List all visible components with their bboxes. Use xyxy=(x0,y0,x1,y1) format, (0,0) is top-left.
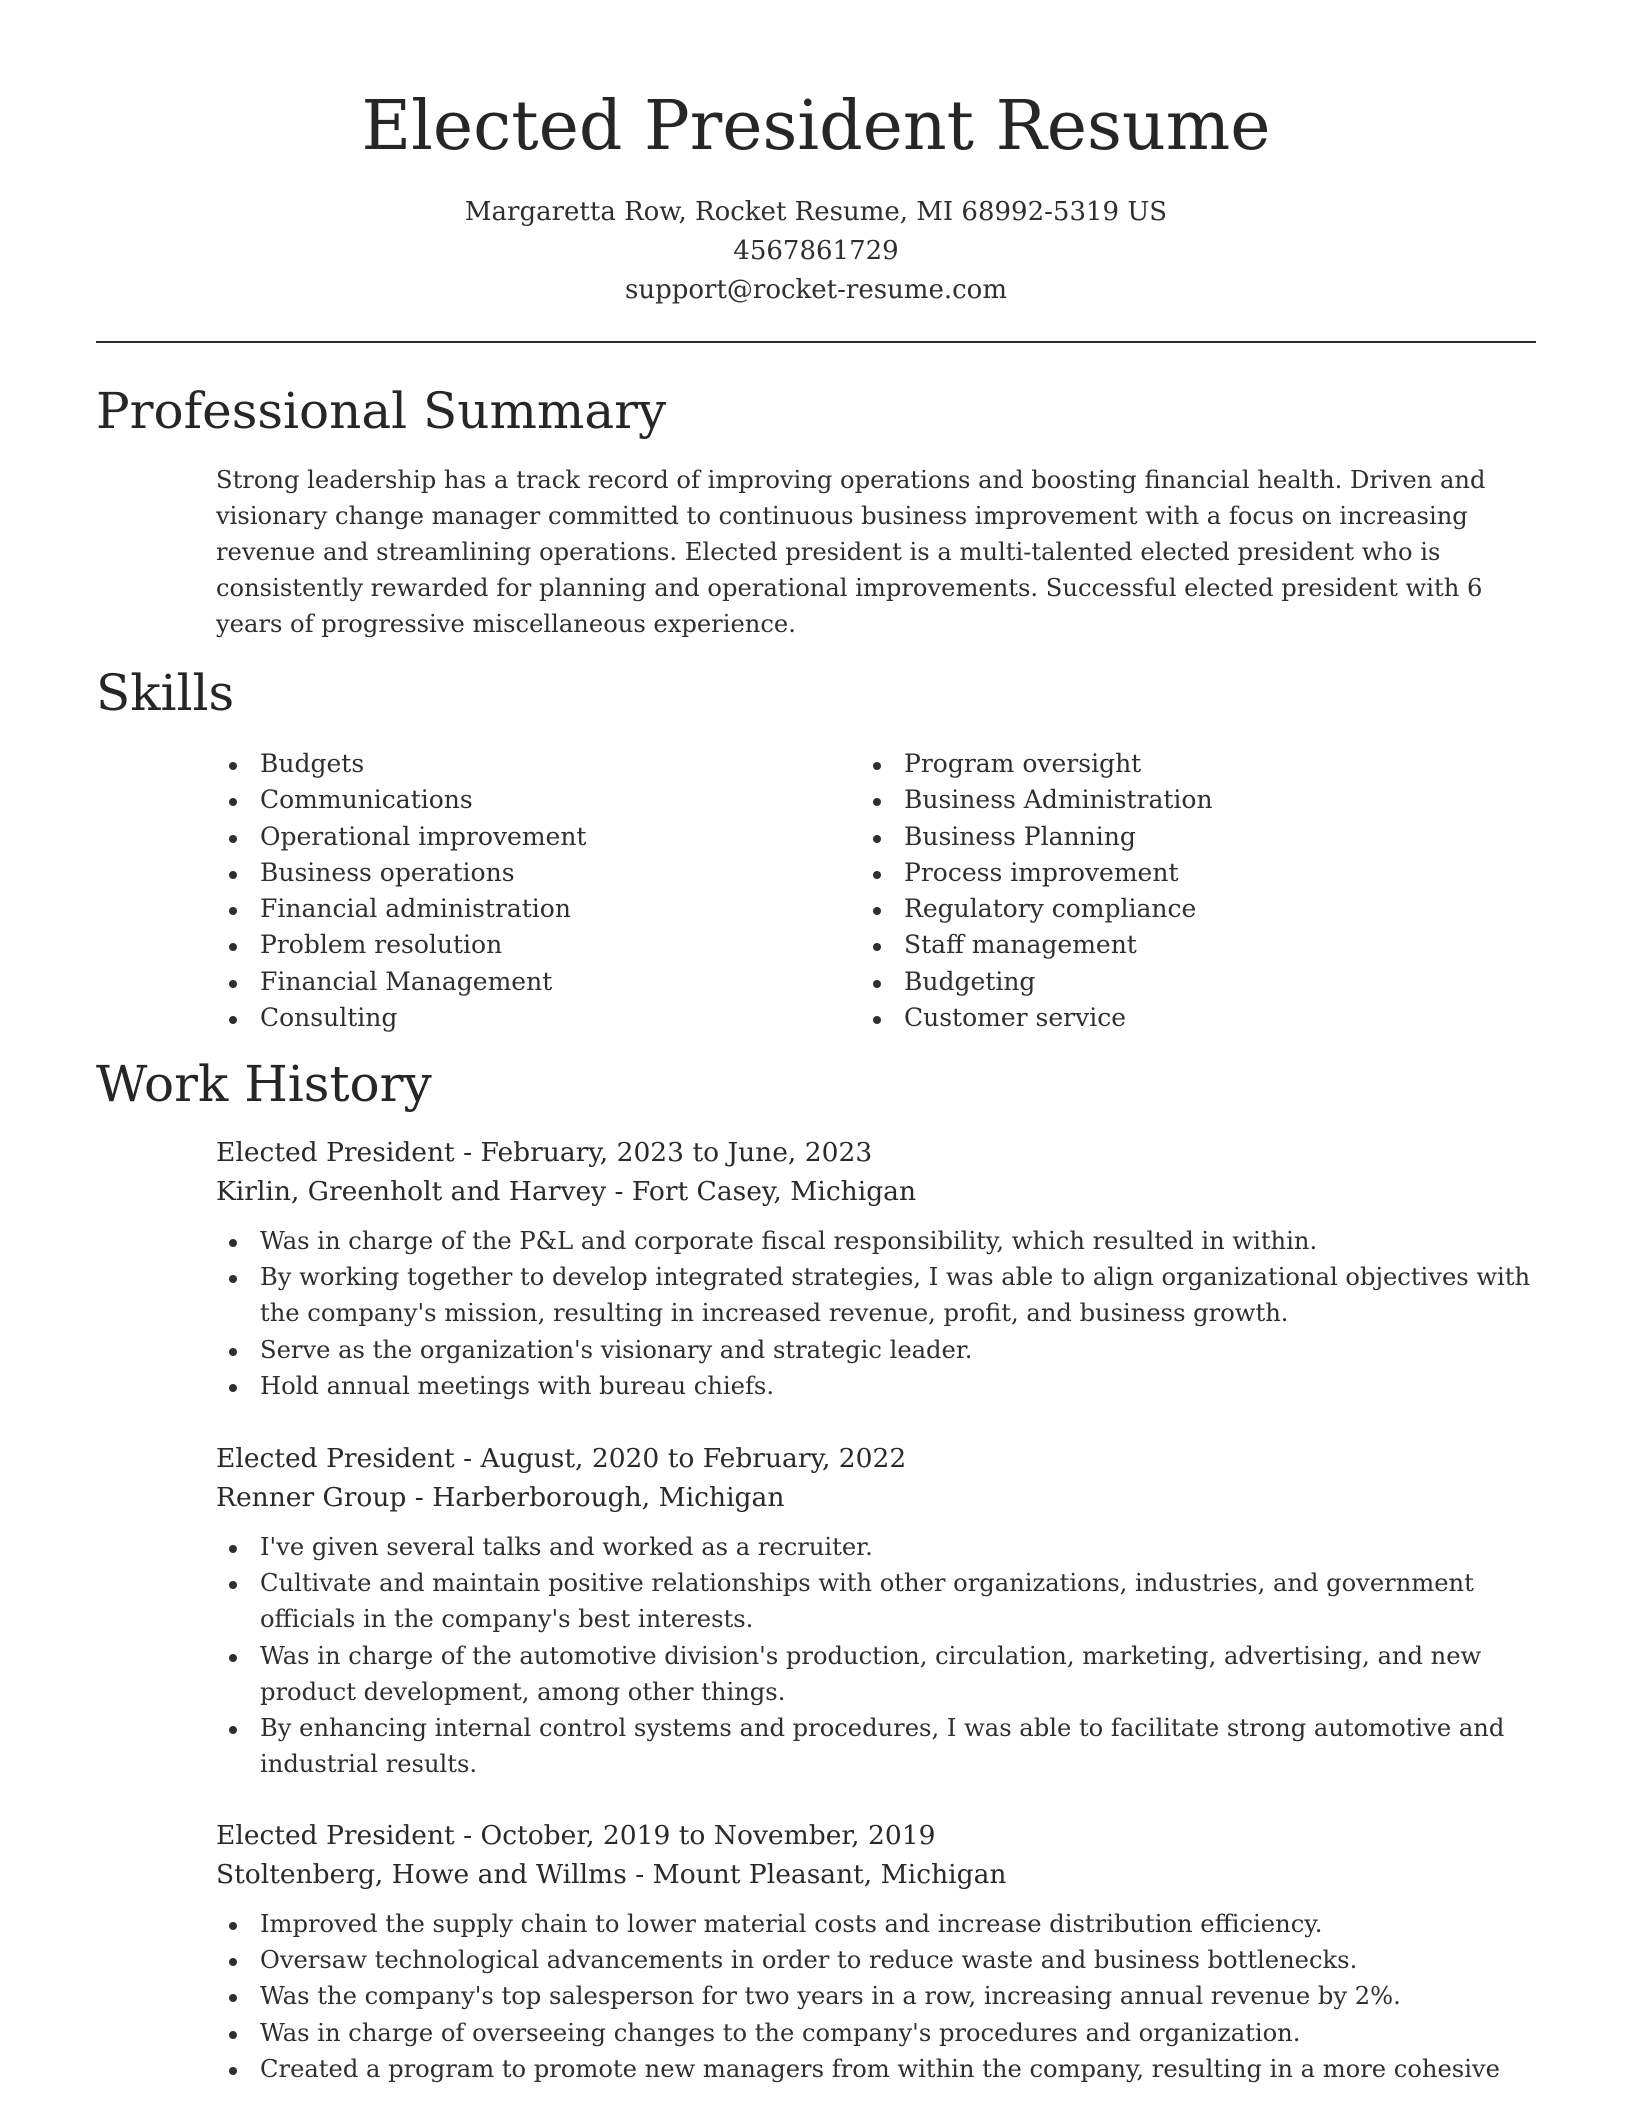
job-location: Mount Pleasant, Michigan xyxy=(652,1859,1007,1890)
header-divider xyxy=(96,341,1536,343)
job-title-line xyxy=(216,1439,1546,1478)
job-bullet: By enhancing internal control systems and procedures, I was able to facilitate strong automotive and industrial results. xyxy=(216,1710,1546,1782)
contact-block xyxy=(0,193,1632,310)
skill-item: Problem resolution xyxy=(216,927,586,963)
skill-item: Customer service xyxy=(860,1000,1213,1036)
skill-item: Budgets xyxy=(216,746,586,782)
job-title-line xyxy=(216,1133,1546,1172)
job-bullet-list xyxy=(216,1223,1546,1404)
job-company: Renner Group xyxy=(216,1482,407,1513)
job-bullet: Was the company's top salesperson for two years in a row, increasing annual revenue by 2%. xyxy=(216,1978,1546,2014)
job-title: Elected President xyxy=(216,1137,455,1168)
contact-address: Margaretta Row, Rocket Resume, MI 68992-5319 US xyxy=(464,197,1168,227)
skill-item: Financial Management xyxy=(216,964,586,1000)
job-company-line xyxy=(216,1172,1546,1211)
job-company-line xyxy=(216,1855,1546,1894)
job-bullet: Created a program to promote new managers from within the company, resulting in a more cohesive xyxy=(216,2051,1546,2087)
job-bullet-list xyxy=(216,1906,1546,2087)
job-dates: October, 2019 to November, 2019 xyxy=(480,1820,936,1851)
job-bullet: Oversaw technological advancements in order to reduce waste and business bottlenecks. xyxy=(216,1942,1546,1978)
skill-item: Process improvement xyxy=(860,855,1213,891)
job-title: Elected President xyxy=(216,1443,455,1474)
job-bullet: Cultivate and maintain positive relationships with other organizations, industries, and government officials in the company's best interests. xyxy=(216,1565,1546,1637)
work-history-heading: Work History xyxy=(96,1055,432,1113)
job-bullet: By working together to develop integrated strategies, I was able to align organizational objectives with the company's mission, resulting in increased revenue, profit, and business growth. xyxy=(216,1259,1546,1331)
skills-heading: Skills xyxy=(96,664,235,722)
job-dates: February, 2023 to June, 2023 xyxy=(480,1137,873,1168)
summary-heading: Professional Summary xyxy=(96,382,667,440)
job-company-line xyxy=(216,1478,1546,1517)
job-separator: - xyxy=(454,1137,481,1168)
job-bullet: Was in charge of the automotive division's production, circulation, marketing, advertising, and new product development, among other things. xyxy=(216,1638,1546,1710)
job-location: Fort Casey, Michigan xyxy=(631,1176,917,1207)
job-bullet: Serve as the organization's visionary and strategic leader. xyxy=(216,1332,1546,1368)
skill-item: Consulting xyxy=(216,1000,586,1036)
job-separator: - xyxy=(626,1859,653,1890)
job-separator: - xyxy=(454,1443,481,1474)
job-bullet: Was in charge of the P&L and corporate fiscal responsibility, which resulted in within. xyxy=(216,1223,1546,1259)
job-dates: August, 2020 to February, 2022 xyxy=(480,1443,907,1474)
job-title: Elected President xyxy=(216,1820,455,1851)
skill-item: Budgeting xyxy=(860,964,1213,1000)
skill-item: Financial administration xyxy=(216,891,586,927)
job-bullet-list xyxy=(216,1529,1546,1782)
skill-item: Operational improvement xyxy=(216,819,586,855)
contact-email: support@rocket-resume.com xyxy=(624,275,1007,305)
job-entry xyxy=(216,1816,1546,2087)
summary-text: Strong leadership has a track record of improving operations and boosting financial health. Driven and visionary change manager committed to continuous business improvement with a focus on increasing revenue and streamlining operations. Elected president is a multi-talented elected president who is consistently rewarded for planning and operational improvements. Successful elected president with 6 years of progressive miscellaneous experience. xyxy=(216,466,1486,638)
job-bullet: Hold annual meetings with bureau chiefs. xyxy=(216,1368,1546,1404)
job-company: Kirlin, Greenholt and Harvey xyxy=(216,1176,607,1207)
job-separator: - xyxy=(606,1176,632,1207)
job-bullet: I've given several talks and worked as a recruiter. xyxy=(216,1529,1546,1565)
job-bullet: Was in charge of overseeing changes to the company's procedures and organization. xyxy=(216,2015,1546,2051)
skill-item: Regulatory compliance xyxy=(860,891,1213,927)
skill-item: Business Planning xyxy=(860,819,1213,855)
job-title-line xyxy=(216,1816,1546,1855)
skill-item: Program oversight xyxy=(860,746,1213,782)
skill-item: Communications xyxy=(216,782,586,818)
job-company: Stoltenberg, Howe and Willms xyxy=(216,1859,627,1890)
skill-item: Business Administration xyxy=(860,782,1213,818)
job-entry xyxy=(216,1439,1546,1782)
job-entry xyxy=(216,1133,1546,1404)
skills-list-left xyxy=(216,746,586,1036)
skills-list-right xyxy=(860,746,1213,1036)
contact-phone: 4567861729 xyxy=(733,236,899,266)
skill-item: Staff management xyxy=(860,927,1213,963)
job-location: Harberborough, Michigan xyxy=(432,1482,785,1513)
job-separator: - xyxy=(454,1820,481,1851)
resume-title: Elected President Resume xyxy=(361,87,1271,166)
job-bullet: Improved the supply chain to lower material costs and increase distribution efficiency. xyxy=(216,1906,1546,1942)
job-separator: - xyxy=(406,1482,433,1513)
skill-item: Business operations xyxy=(216,855,586,891)
